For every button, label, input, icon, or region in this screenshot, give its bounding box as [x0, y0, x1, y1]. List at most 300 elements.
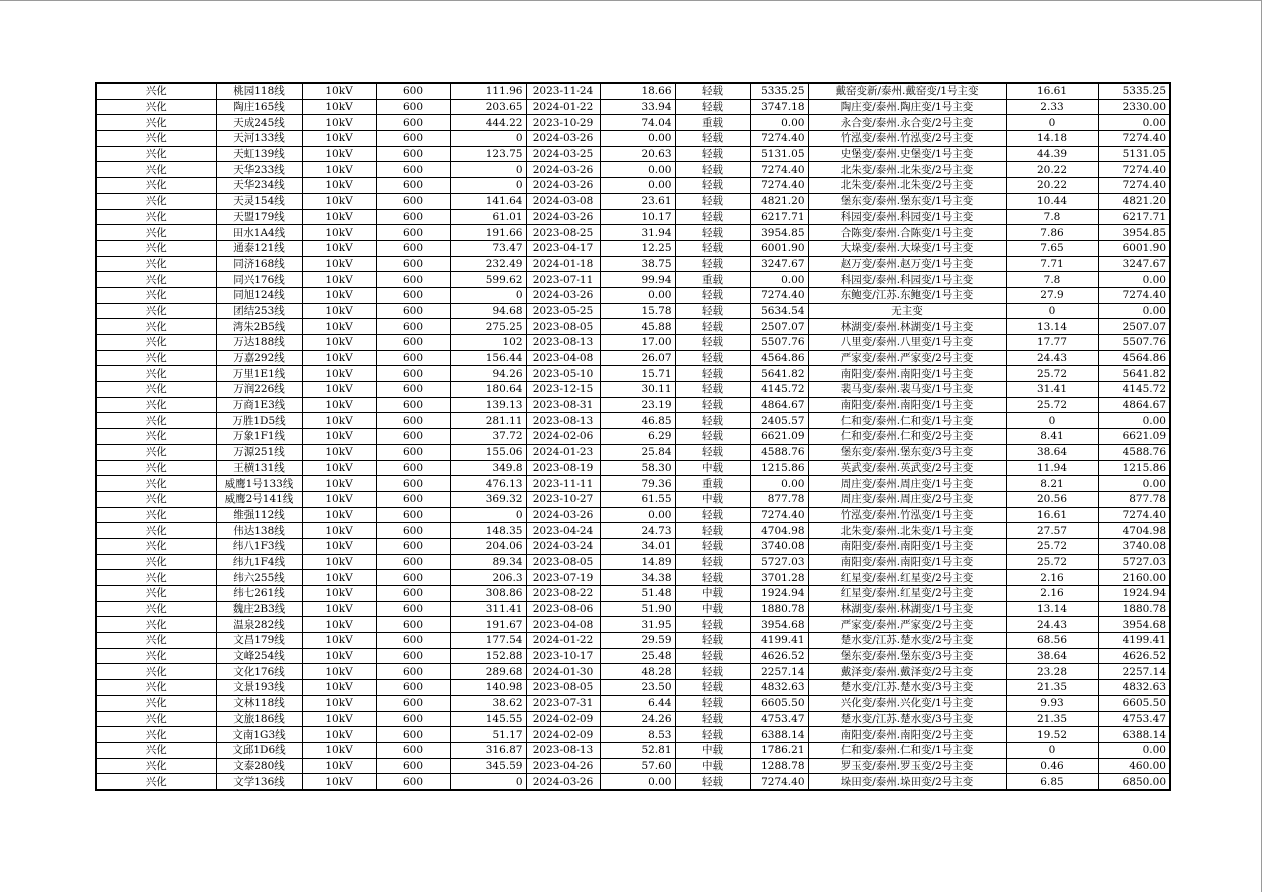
- max-load-cell: 444.22: [450, 115, 526, 131]
- transformer-load-rate-cell: 20.22: [1006, 162, 1098, 178]
- load-status-cell: 轻载: [675, 240, 750, 256]
- date-cell: 2023-10-27: [526, 491, 600, 507]
- table-row: [96, 758, 1170, 774]
- capacity-cell: 600: [376, 444, 450, 460]
- available-capacity-cell: 0.00: [750, 115, 808, 131]
- transformer-load-rate-cell: 25.72: [1006, 554, 1098, 570]
- region-cell: 兴化: [96, 429, 216, 445]
- available-capacity-cell: 7274.40: [750, 131, 808, 147]
- region-cell: 兴化: [96, 193, 216, 209]
- max-load-cell: 0: [450, 162, 526, 178]
- max-load-cell: 476.13: [450, 476, 526, 492]
- load-rate-cell: 26.07: [600, 350, 675, 366]
- date-cell: 2023-08-05: [526, 554, 600, 570]
- voltage-cell: 10kV: [302, 397, 376, 413]
- transformer-load-rate-cell: 25.72: [1006, 397, 1098, 413]
- table-row: [96, 287, 1170, 303]
- available-capacity-cell: 7274.40: [750, 774, 808, 790]
- line-name-cell: 维强112线: [216, 507, 302, 523]
- transformer-load-rate-cell: 21.35: [1006, 680, 1098, 696]
- transformer-load-rate-cell: 10.44: [1006, 193, 1098, 209]
- transferable-capacity-cell: 3740.08: [1098, 538, 1170, 554]
- max-load-cell: 308.86: [450, 586, 526, 602]
- capacity-cell: 600: [376, 178, 450, 194]
- voltage-cell: 10kV: [302, 570, 376, 586]
- transferable-capacity-cell: 6217.71: [1098, 209, 1170, 225]
- table-row: [96, 413, 1170, 429]
- max-load-cell: 204.06: [450, 538, 526, 554]
- date-cell: 2024-02-09: [526, 727, 600, 743]
- transformer-cell: 红星变/泰州.红星变/2号主变: [808, 586, 1006, 602]
- table-row: [96, 648, 1170, 664]
- table-row: [96, 335, 1170, 351]
- capacity-cell: 600: [376, 648, 450, 664]
- voltage-cell: 10kV: [302, 335, 376, 351]
- load-rate-cell: 79.36: [600, 476, 675, 492]
- transferable-capacity-cell: 6388.14: [1098, 727, 1170, 743]
- region-cell: 兴化: [96, 146, 216, 162]
- line-name-cell: 纬八1F3线: [216, 538, 302, 554]
- max-load-cell: 289.68: [450, 664, 526, 680]
- region-cell: 兴化: [96, 444, 216, 460]
- transferable-capacity-cell: 7274.40: [1098, 131, 1170, 147]
- line-name-cell: 天成245线: [216, 115, 302, 131]
- available-capacity-cell: 7274.40: [750, 162, 808, 178]
- load-rate-cell: 34.01: [600, 538, 675, 554]
- transformer-cell: 科园变/泰州.科园变/1号主变: [808, 209, 1006, 225]
- capacity-cell: 600: [376, 335, 450, 351]
- transformer-load-rate-cell: 0.46: [1006, 758, 1098, 774]
- max-load-cell: 206.3: [450, 570, 526, 586]
- load-rate-cell: 17.00: [600, 335, 675, 351]
- date-cell: 2023-07-19: [526, 570, 600, 586]
- load-status-cell: 轻载: [675, 83, 750, 99]
- line-name-cell: 通泰121线: [216, 240, 302, 256]
- available-capacity-cell: 4626.52: [750, 648, 808, 664]
- available-capacity-cell: 4832.63: [750, 680, 808, 696]
- transferable-capacity-cell: 0.00: [1098, 742, 1170, 758]
- transferable-capacity-cell: 2160.00: [1098, 570, 1170, 586]
- max-load-cell: 102: [450, 335, 526, 351]
- transformer-cell: 竹泓变/泰州.竹泓变/2号主变: [808, 131, 1006, 147]
- transferable-capacity-cell: 3954.68: [1098, 617, 1170, 633]
- transformer-load-rate-cell: 25.72: [1006, 366, 1098, 382]
- max-load-cell: 94.68: [450, 303, 526, 319]
- available-capacity-cell: 4588.76: [750, 444, 808, 460]
- region-cell: 兴化: [96, 350, 216, 366]
- voltage-cell: 10kV: [302, 303, 376, 319]
- date-cell: 2024-03-26: [526, 162, 600, 178]
- capacity-cell: 600: [376, 695, 450, 711]
- transformer-cell: 仁和变/泰州.仁和变/1号主变: [808, 742, 1006, 758]
- transformer-cell: 赵万变/泰州.赵万变/1号主变: [808, 256, 1006, 272]
- capacity-cell: 600: [376, 727, 450, 743]
- table-row: [96, 523, 1170, 539]
- transformer-load-rate-cell: 38.64: [1006, 444, 1098, 460]
- available-capacity-cell: 2257.14: [750, 664, 808, 680]
- voltage-cell: 10kV: [302, 319, 376, 335]
- transformer-cell: 永合变/泰州.永合变/2号主变: [808, 115, 1006, 131]
- load-rate-cell: 0.00: [600, 162, 675, 178]
- capacity-cell: 600: [376, 617, 450, 633]
- line-name-cell: 纬六255线: [216, 570, 302, 586]
- voltage-cell: 10kV: [302, 99, 376, 115]
- transformer-cell: 裴马变/泰州.裴马变/1号主变: [808, 382, 1006, 398]
- region-cell: 兴化: [96, 178, 216, 194]
- available-capacity-cell: 6217.71: [750, 209, 808, 225]
- load-status-cell: 轻载: [675, 727, 750, 743]
- region-cell: 兴化: [96, 695, 216, 711]
- available-capacity-cell: 1880.78: [750, 601, 808, 617]
- capacity-cell: 600: [376, 774, 450, 790]
- transformer-load-rate-cell: 24.43: [1006, 350, 1098, 366]
- table-row: [96, 382, 1170, 398]
- transformer-load-rate-cell: 2.33: [1006, 99, 1098, 115]
- max-load-cell: 599.62: [450, 272, 526, 288]
- line-name-cell: 王横131线: [216, 460, 302, 476]
- table-row: [96, 538, 1170, 554]
- voltage-cell: 10kV: [302, 272, 376, 288]
- voltage-cell: 10kV: [302, 711, 376, 727]
- date-cell: 2024-01-18: [526, 256, 600, 272]
- load-status-cell: 轻载: [675, 523, 750, 539]
- load-status-cell: 轻载: [675, 711, 750, 727]
- transformer-load-rate-cell: 8.21: [1006, 476, 1098, 492]
- table-row: [96, 664, 1170, 680]
- date-cell: 2023-12-15: [526, 382, 600, 398]
- available-capacity-cell: 4821.20: [750, 193, 808, 209]
- region-cell: 兴化: [96, 397, 216, 413]
- voltage-cell: 10kV: [302, 366, 376, 382]
- max-load-cell: 73.47: [450, 240, 526, 256]
- date-cell: 2023-04-17: [526, 240, 600, 256]
- region-cell: 兴化: [96, 538, 216, 554]
- feeder-load-table: [95, 82, 1171, 791]
- voltage-cell: 10kV: [302, 617, 376, 633]
- capacity-cell: 600: [376, 99, 450, 115]
- load-status-cell: 重载: [675, 476, 750, 492]
- available-capacity-cell: 4199.41: [750, 633, 808, 649]
- line-name-cell: 天华234线: [216, 178, 302, 194]
- transferable-capacity-cell: 4704.98: [1098, 523, 1170, 539]
- load-status-cell: 轻载: [675, 287, 750, 303]
- available-capacity-cell: 5507.76: [750, 335, 808, 351]
- table-row: [96, 131, 1170, 147]
- max-load-cell: 0: [450, 507, 526, 523]
- max-load-cell: 0: [450, 178, 526, 194]
- available-capacity-cell: 1924.94: [750, 586, 808, 602]
- voltage-cell: 10kV: [302, 586, 376, 602]
- transferable-capacity-cell: 0.00: [1098, 303, 1170, 319]
- load-status-cell: 中载: [675, 460, 750, 476]
- available-capacity-cell: 4564.86: [750, 350, 808, 366]
- capacity-cell: 600: [376, 366, 450, 382]
- table-row: [96, 303, 1170, 319]
- load-rate-cell: 57.60: [600, 758, 675, 774]
- load-status-cell: 重载: [675, 272, 750, 288]
- transferable-capacity-cell: 0.00: [1098, 115, 1170, 131]
- capacity-cell: 600: [376, 758, 450, 774]
- capacity-cell: 600: [376, 287, 450, 303]
- line-name-cell: 万润226线: [216, 382, 302, 398]
- transformer-load-rate-cell: 16.61: [1006, 507, 1098, 523]
- load-rate-cell: 48.28: [600, 664, 675, 680]
- date-cell: 2024-02-06: [526, 429, 600, 445]
- transformer-load-rate-cell: 7.65: [1006, 240, 1098, 256]
- transferable-capacity-cell: 5641.82: [1098, 366, 1170, 382]
- load-status-cell: 中载: [675, 742, 750, 758]
- capacity-cell: 600: [376, 429, 450, 445]
- transformer-load-rate-cell: 19.52: [1006, 727, 1098, 743]
- table-row: [96, 366, 1170, 382]
- load-rate-cell: 0.00: [600, 131, 675, 147]
- voltage-cell: 10kV: [302, 460, 376, 476]
- load-status-cell: 轻载: [675, 507, 750, 523]
- transferable-capacity-cell: 0.00: [1098, 476, 1170, 492]
- load-status-cell: 轻载: [675, 774, 750, 790]
- transferable-capacity-cell: 5507.76: [1098, 335, 1170, 351]
- capacity-cell: 600: [376, 664, 450, 680]
- load-rate-cell: 31.94: [600, 225, 675, 241]
- transformer-load-rate-cell: 2.16: [1006, 570, 1098, 586]
- load-rate-cell: 51.48: [600, 586, 675, 602]
- available-capacity-cell: 0.00: [750, 272, 808, 288]
- transformer-load-rate-cell: 8.41: [1006, 429, 1098, 445]
- transformer-load-rate-cell: 0: [1006, 413, 1098, 429]
- load-status-cell: 轻载: [675, 429, 750, 445]
- transformer-cell: 林湖变/泰州.林湖变/1号主变: [808, 319, 1006, 335]
- capacity-cell: 600: [376, 115, 450, 131]
- transformer-load-rate-cell: 11.94: [1006, 460, 1098, 476]
- available-capacity-cell: 6605.50: [750, 695, 808, 711]
- max-load-cell: 139.13: [450, 397, 526, 413]
- load-status-cell: 轻载: [675, 162, 750, 178]
- transformer-cell: 史堡变/泰州.史堡变/1号主变: [808, 146, 1006, 162]
- region-cell: 兴化: [96, 711, 216, 727]
- load-rate-cell: 45.88: [600, 319, 675, 335]
- transformer-cell: 仁和变/泰州.仁和变/1号主变: [808, 413, 1006, 429]
- line-name-cell: 同旭124线: [216, 287, 302, 303]
- date-cell: 2023-08-22: [526, 586, 600, 602]
- table-row: [96, 633, 1170, 649]
- load-rate-cell: 58.30: [600, 460, 675, 476]
- table-row: [96, 554, 1170, 570]
- transformer-cell: 周庄变/泰州.周庄变/1号主变: [808, 476, 1006, 492]
- transformer-cell: 戴窑变新/泰州.戴窑变/1号主变: [808, 83, 1006, 99]
- transformer-load-rate-cell: 24.43: [1006, 617, 1098, 633]
- region-cell: 兴化: [96, 774, 216, 790]
- transformer-load-rate-cell: 7.71: [1006, 256, 1098, 272]
- date-cell: 2023-11-24: [526, 83, 600, 99]
- capacity-cell: 600: [376, 193, 450, 209]
- date-cell: 2024-02-09: [526, 711, 600, 727]
- transferable-capacity-cell: 3954.85: [1098, 225, 1170, 241]
- date-cell: 2023-08-13: [526, 742, 600, 758]
- region-cell: 兴化: [96, 680, 216, 696]
- transferable-capacity-cell: 7274.40: [1098, 162, 1170, 178]
- capacity-cell: 600: [376, 586, 450, 602]
- max-load-cell: 203.65: [450, 99, 526, 115]
- transformer-cell: 垛田变/泰州.垛田变/2号主变: [808, 774, 1006, 790]
- load-status-cell: 轻载: [675, 382, 750, 398]
- capacity-cell: 600: [376, 491, 450, 507]
- load-status-cell: 轻载: [675, 193, 750, 209]
- region-cell: 兴化: [96, 601, 216, 617]
- date-cell: 2023-10-17: [526, 648, 600, 664]
- voltage-cell: 10kV: [302, 256, 376, 272]
- available-capacity-cell: 0.00: [750, 476, 808, 492]
- line-name-cell: 温泉282线: [216, 617, 302, 633]
- region-cell: 兴化: [96, 523, 216, 539]
- line-name-cell: 威鹰2号141线: [216, 491, 302, 507]
- transformer-cell: 北朱变/泰州.北朱变/2号主变: [808, 162, 1006, 178]
- max-load-cell: 275.25: [450, 319, 526, 335]
- transformer-cell: 南阳变/泰州.南阳变/1号主变: [808, 554, 1006, 570]
- line-name-cell: 文化176线: [216, 664, 302, 680]
- region-cell: 兴化: [96, 240, 216, 256]
- load-rate-cell: 14.89: [600, 554, 675, 570]
- transformer-cell: 堡东变/泰州.堡东变/3号主变: [808, 444, 1006, 460]
- transformer-cell: 仁和变/泰州.仁和变/2号主变: [808, 429, 1006, 445]
- date-cell: 2023-08-25: [526, 225, 600, 241]
- capacity-cell: 600: [376, 162, 450, 178]
- available-capacity-cell: 4864.67: [750, 397, 808, 413]
- max-load-cell: 349.8: [450, 460, 526, 476]
- max-load-cell: 89.34: [450, 554, 526, 570]
- line-name-cell: 文旅186线: [216, 711, 302, 727]
- line-name-cell: 魏庄2B3线: [216, 601, 302, 617]
- max-load-cell: 145.55: [450, 711, 526, 727]
- table-row: [96, 586, 1170, 602]
- max-load-cell: 316.87: [450, 742, 526, 758]
- transformer-cell: 北朱变/泰州.北朱变/2号主变: [808, 178, 1006, 194]
- capacity-cell: 600: [376, 319, 450, 335]
- transformer-cell: 八里变/泰州.八里变/1号主变: [808, 335, 1006, 351]
- voltage-cell: 10kV: [302, 444, 376, 460]
- page-top-border: [0, 0, 1262, 1]
- transformer-cell: 楚水变/江苏.楚水变/3号主变: [808, 680, 1006, 696]
- transformer-load-rate-cell: 16.61: [1006, 83, 1098, 99]
- max-load-cell: 61.01: [450, 209, 526, 225]
- capacity-cell: 600: [376, 570, 450, 586]
- table-row: [96, 742, 1170, 758]
- transferable-capacity-cell: 1924.94: [1098, 586, 1170, 602]
- max-load-cell: 0: [450, 287, 526, 303]
- transferable-capacity-cell: 4821.20: [1098, 193, 1170, 209]
- transformer-cell: 科园变/泰州.科园变/1号主变: [808, 272, 1006, 288]
- available-capacity-cell: 5131.05: [750, 146, 808, 162]
- transferable-capacity-cell: 5727.03: [1098, 554, 1170, 570]
- transformer-cell: 楚水变/江苏.楚水变/2号主变: [808, 633, 1006, 649]
- load-rate-cell: 20.63: [600, 146, 675, 162]
- max-load-cell: 232.49: [450, 256, 526, 272]
- voltage-cell: 10kV: [302, 287, 376, 303]
- load-rate-cell: 8.53: [600, 727, 675, 743]
- line-name-cell: 团结253线: [216, 303, 302, 319]
- available-capacity-cell: 6001.90: [750, 240, 808, 256]
- region-cell: 兴化: [96, 162, 216, 178]
- voltage-cell: 10kV: [302, 507, 376, 523]
- date-cell: 2023-04-08: [526, 350, 600, 366]
- transferable-capacity-cell: 4753.47: [1098, 711, 1170, 727]
- load-status-cell: 轻载: [675, 225, 750, 241]
- table-row: [96, 397, 1170, 413]
- table-row: [96, 256, 1170, 272]
- voltage-cell: 10kV: [302, 742, 376, 758]
- max-load-cell: 180.64: [450, 382, 526, 398]
- region-cell: 兴化: [96, 758, 216, 774]
- load-status-cell: 轻载: [675, 178, 750, 194]
- voltage-cell: 10kV: [302, 83, 376, 99]
- line-name-cell: 万商1E3线: [216, 397, 302, 413]
- available-capacity-cell: 7274.40: [750, 507, 808, 523]
- available-capacity-cell: 3701.28: [750, 570, 808, 586]
- max-load-cell: 37.72: [450, 429, 526, 445]
- table-row: [96, 350, 1170, 366]
- voltage-cell: 10kV: [302, 162, 376, 178]
- region-cell: 兴化: [96, 256, 216, 272]
- load-status-cell: 中载: [675, 586, 750, 602]
- voltage-cell: 10kV: [302, 664, 376, 680]
- date-cell: 2024-03-24: [526, 538, 600, 554]
- capacity-cell: 600: [376, 601, 450, 617]
- available-capacity-cell: 3247.67: [750, 256, 808, 272]
- region-cell: 兴化: [96, 287, 216, 303]
- capacity-cell: 600: [376, 554, 450, 570]
- table-row: [96, 99, 1170, 115]
- transformer-load-rate-cell: 21.35: [1006, 711, 1098, 727]
- table-row: [96, 83, 1170, 99]
- voltage-cell: 10kV: [302, 538, 376, 554]
- date-cell: 2024-03-08: [526, 193, 600, 209]
- load-rate-cell: 29.59: [600, 633, 675, 649]
- available-capacity-cell: 1215.86: [750, 460, 808, 476]
- date-cell: 2024-01-22: [526, 99, 600, 115]
- available-capacity-cell: 1786.21: [750, 742, 808, 758]
- transferable-capacity-cell: 2330.00: [1098, 99, 1170, 115]
- transformer-load-rate-cell: 27.9: [1006, 287, 1098, 303]
- voltage-cell: 10kV: [302, 774, 376, 790]
- date-cell: 2023-08-31: [526, 397, 600, 413]
- capacity-cell: 600: [376, 225, 450, 241]
- transformer-load-rate-cell: 17.77: [1006, 335, 1098, 351]
- available-capacity-cell: 3740.08: [750, 538, 808, 554]
- line-name-cell: 桃园118线: [216, 83, 302, 99]
- max-load-cell: 38.62: [450, 695, 526, 711]
- region-cell: 兴化: [96, 209, 216, 225]
- transformer-cell: 南阳变/泰州.南阳变/1号主变: [808, 538, 1006, 554]
- date-cell: 2024-03-26: [526, 178, 600, 194]
- transformer-load-rate-cell: 14.18: [1006, 131, 1098, 147]
- transferable-capacity-cell: 5335.25: [1098, 83, 1170, 99]
- transferable-capacity-cell: 0.00: [1098, 413, 1170, 429]
- capacity-cell: 600: [376, 256, 450, 272]
- transformer-cell: 南阳变/泰州.南阳变/1号主变: [808, 366, 1006, 382]
- max-load-cell: 345.59: [450, 758, 526, 774]
- available-capacity-cell: 7274.40: [750, 287, 808, 303]
- load-status-cell: 轻载: [675, 570, 750, 586]
- load-status-cell: 轻载: [675, 664, 750, 680]
- line-name-cell: 万里1E1线: [216, 366, 302, 382]
- line-name-cell: 天河133线: [216, 131, 302, 147]
- line-name-cell: 天华233线: [216, 162, 302, 178]
- table-row: [96, 146, 1170, 162]
- transformer-load-rate-cell: 31.41: [1006, 382, 1098, 398]
- line-name-cell: 纬七261线: [216, 586, 302, 602]
- load-status-cell: 轻载: [675, 99, 750, 115]
- table-row: [96, 225, 1170, 241]
- max-load-cell: 141.64: [450, 193, 526, 209]
